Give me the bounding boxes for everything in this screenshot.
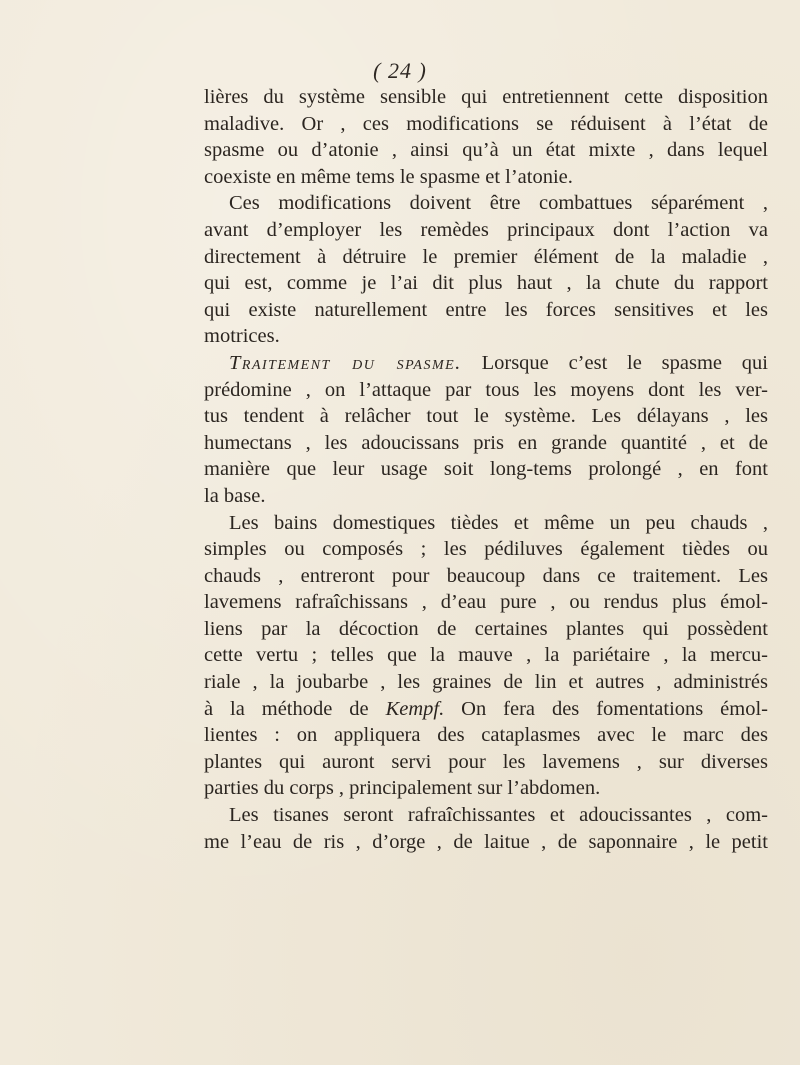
paragraph-5 (204, 802, 768, 855)
text-line: riale , la joubarbe , les graines de lin et autres , administrés (204, 671, 768, 694)
text-line (204, 350, 768, 377)
text-line: cette vertu ; telles que la mauve , la pariétaire , la mercu- (204, 644, 768, 667)
text-line: qui est, comme je l’ai dit plus haut , la chute du rapport (204, 272, 768, 295)
page-number: ( 24 ) (373, 58, 427, 83)
text-line: avant d’employer les remèdes principaux dont l’action va (204, 218, 768, 241)
text-line: lientes : on appliquera des cataplasmes avec le marc des (204, 724, 768, 747)
section-heading: Traitement du spasme. (229, 351, 462, 374)
text-line: Les bains domestiques tièdes et même un peu chauds , (229, 511, 768, 534)
text-fragment: à la méthode de (204, 697, 386, 720)
body-text (204, 84, 768, 855)
text-line: qui existe naturellement entre les forces sensitives et les (204, 298, 768, 321)
text-line: la base. (204, 484, 266, 507)
paragraph-4 (204, 510, 768, 803)
text-line: simples ou composés ; les pédiluves également tièdes ou (204, 538, 768, 561)
text-line: chauds , entreront pour beaucoup dans ce traitement. Les (204, 564, 768, 587)
heading-rest: Lorsque c’est le spasme qui (461, 351, 768, 374)
text-line: humectans , les adoucissans pris en grande quantité , et de (204, 431, 768, 454)
text-line: prédomine , on l’attaque par tous les moyens dont les ver- (204, 378, 768, 401)
paragraph-2 (204, 190, 768, 350)
text-line: parties du corps , principalement sur l’abdomen. (204, 777, 601, 800)
text-line: directement à détruire le premier élément de la maladie , (204, 245, 768, 268)
text-fragment: On fera des fomentations émol- (444, 697, 768, 720)
text-line: coexiste en même tems le spasme et l’atonie. (204, 165, 573, 188)
text-line: Les tisanes seront rafraîchissantes et adoucissantes , com- (229, 804, 768, 827)
text-line: motrices. (204, 325, 280, 348)
paragraph-1 (204, 84, 768, 190)
text-line: maladive. Or , ces modifications se réduisent à l’état de (204, 112, 768, 135)
text-line: lavemens rafraîchissans , d’eau pure , ou rendus plus émol- (204, 591, 768, 614)
text-line: liens par la décoction de certaines plantes qui possèdent (204, 617, 768, 640)
author-name: Kempf. (385, 697, 445, 720)
text-line: me l’eau de ris , d’orge , de laitue , de saponnaire , le petit (204, 830, 768, 853)
text-line: Ces modifications doivent être combattues séparément , (229, 192, 768, 215)
text-line: spasme ou d’atonie , ainsi qu’à un état mixte , dans lequel (204, 139, 768, 162)
paragraph-3 (204, 350, 768, 510)
text-line: manière que leur usage soit long-tems prolongé , en font (204, 458, 768, 481)
text-line (204, 696, 768, 723)
text-line: lières du système sensible qui entretiennent cette disposition (204, 86, 768, 108)
text-line: plantes qui auront servi pour les lavemens , sur diverses (204, 750, 768, 773)
text-line: tus tendent à relâcher tout le système. Les délayans , les (204, 405, 768, 428)
